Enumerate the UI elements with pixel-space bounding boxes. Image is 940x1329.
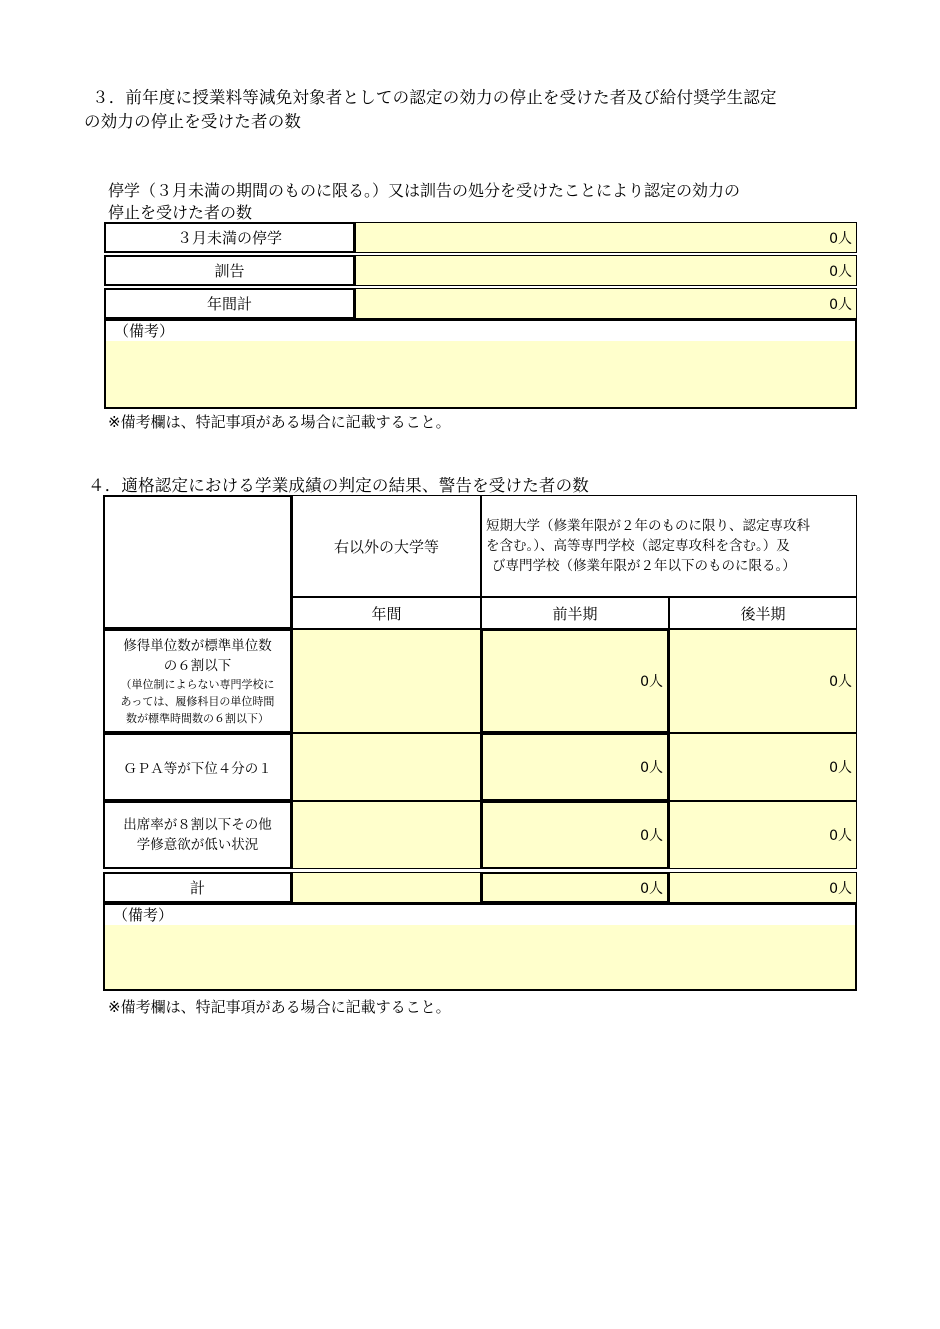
row-label-gpa: ＧＰＡ等が下位４分の１ — [103, 733, 292, 801]
value-attendance-second[interactable]: 0人 — [669, 801, 857, 869]
section4-table — [103, 495, 857, 995]
row-label-attendance — [103, 801, 292, 869]
value-suspension[interactable]: 0人 — [355, 222, 857, 253]
value-total-annual[interactable] — [292, 872, 481, 903]
row-label-attendance-line2: 学修意欲が低い状況 — [136, 837, 259, 853]
value-attendance-annual[interactable] — [292, 801, 481, 869]
header-junior-colleges — [481, 495, 857, 597]
value-total-second[interactable]: 0人 — [669, 872, 857, 903]
subheader-first-half: 前半期 — [481, 597, 669, 629]
row-label-credits-note1: （単位制によらない専門学校に — [120, 677, 275, 691]
section3-subheading-line1: 停学（３月未満の期間のものに限る。）又は訓告の処分を受けたことにより認定の効力の — [108, 181, 741, 200]
section4-note: ※備考欄は、特記事項がある場合に記載すること。 — [108, 998, 451, 1016]
subheader-second-half: 後半期 — [669, 597, 857, 629]
row-label-total: 計 — [103, 872, 292, 903]
value-total-first[interactable]: 0人 — [481, 872, 669, 903]
value-gpa-first[interactable]: 0人 — [481, 733, 669, 801]
row-label-annual-total: 年間計 — [104, 288, 355, 319]
section3-subheading-line2: 停止を受けた者の数 — [108, 203, 253, 222]
value-credits-second[interactable]: 0人 — [669, 629, 857, 733]
section3-table — [104, 222, 857, 409]
subheader-annual: 年間 — [292, 597, 481, 629]
section4-heading: ４．適格認定における学業成績の判定の結果、警告を受けた者の数 — [88, 476, 589, 495]
remarks-box-4 — [103, 903, 857, 991]
remarks-label-4: （備考） — [105, 905, 855, 925]
row-label-credits-line2: の６割以下 — [163, 657, 232, 674]
section3-heading-line2: の効力の停止を受けた者の数 — [84, 112, 302, 131]
remarks-box — [104, 319, 857, 409]
remarks-input-4[interactable] — [105, 925, 855, 989]
row-label-attendance-line1: 出席率が８割以下その他 — [123, 817, 272, 833]
row-label-credits-note2: あっては、履修科目の単位時間 — [120, 694, 275, 708]
header-junior-colleges-line2: を含む。）、高等専門学校（認定専攻科を含む。）及 — [486, 538, 790, 554]
value-gpa-annual[interactable] — [292, 733, 481, 801]
row-label-credits-line1: 修得単位数が標準単位数 — [123, 637, 272, 654]
remarks-label: （備考） — [106, 321, 855, 341]
value-credits-first[interactable]: 0人 — [481, 629, 669, 733]
header-junior-colleges-line3: び専門学校（修業年限が２年以下のものに限る。） — [492, 558, 796, 574]
value-reprimand[interactable]: 0人 — [355, 255, 857, 286]
row-label-credits — [103, 629, 292, 733]
value-attendance-first[interactable]: 0人 — [481, 801, 669, 869]
row-label-reprimand: 訓告 — [104, 255, 355, 286]
header-empty-cell — [103, 495, 292, 629]
section3-note: ※備考欄は、特記事項がある場合に記載すること。 — [108, 413, 451, 431]
row-label-suspension: ３月未満の停学 — [104, 222, 355, 253]
header-junior-colleges-line1: 短期大学（修業年限が２年のものに限り、認定専攻科 — [486, 518, 810, 534]
remarks-input[interactable] — [106, 341, 855, 407]
header-other-universities: 右以外の大学等 — [292, 495, 481, 597]
value-gpa-second[interactable]: 0人 — [669, 733, 857, 801]
section3-heading-line1: ３．前年度に授業料等減免対象者としての認定の効力の停止を受けた者及び給付奨学生認定 — [92, 88, 777, 107]
value-annual-total[interactable]: 0人 — [355, 288, 857, 319]
value-credits-annual[interactable] — [292, 629, 481, 733]
row-label-credits-note3: 数が標準時間数の６割以下） — [126, 711, 269, 725]
